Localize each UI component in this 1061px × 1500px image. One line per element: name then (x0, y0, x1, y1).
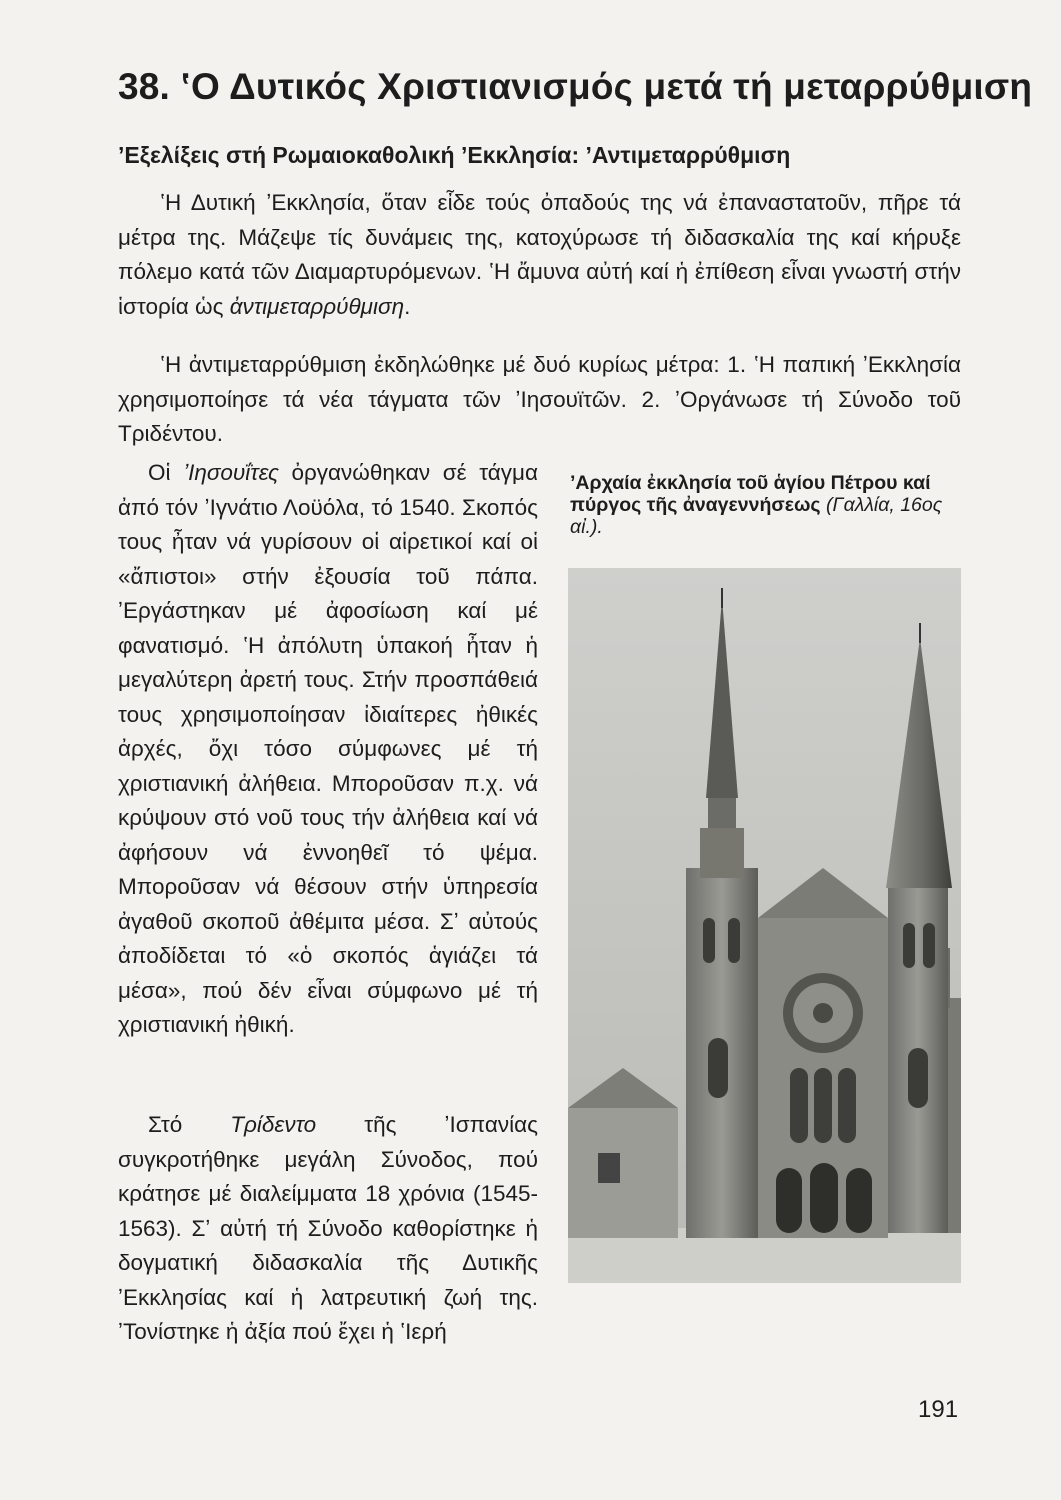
italic-term: ʼΙησουΐτες (183, 460, 279, 485)
section-subtitle: ʼΕξελίξεις στή Ρωμαιοκαθολική ʼΕκκλησία: ʼΑντιμεταρρύθμιση (118, 142, 791, 168)
figure-caption (570, 472, 962, 538)
cathedral-illustration (568, 568, 961, 1283)
caption-location: (Γαλλία, 16ος αἰ.). (570, 494, 943, 538)
paragraph-text: τῆς ʼΙσπανίας συγκροτήθηκε μεγάλη Σύνοδος, πού κράτησε μέ διαλείμματα 18 χρόνια (1545-1563). Σʼ αὐτή τή Σύνοδο καθορίστηκε ἡ δογματική διδασκαλία τῆς Δυτικῆς ʼΕκκλησίας καί ἡ λατρευτική ζωή της. ʼΤονίστηκε ἡ ἀξία πού ἔχει ἡ ʽΙερή (118, 1112, 538, 1344)
page-number: 191 (918, 1396, 959, 1423)
paragraph-start: Οἱ (148, 460, 184, 485)
caption-title: ʼΑρχαία ἐκκλησία τοῦ ἁγίου Πέτρου καί πύργος τῆς ἀναγεννήσεως (570, 472, 931, 516)
italic-term: ἀντιμεταρρύθμιση (229, 293, 405, 319)
trent-paragraph (118, 1108, 538, 1350)
italic-term: Τρίδεντο (230, 1112, 317, 1137)
jesuits-paragraph (118, 456, 538, 1043)
chapter-title: 38. ʽΟ Δυτικός Χριστιανισμός μετά τή μεταρρύθμιση (118, 66, 1033, 107)
paragraph-text: ʽΗ Δυτική ʼΕκκλησία, ὅταν εἶδε τούς ὀπαδούς της νά ἐπαναστατοῦν, πῆρε τά μέτρα της. Μάζεψε τίς δυνάμεις της, κατοχύρωσε τή διδασκαλία της καί κήρυξε πόλεμο κατά τῶν Διαμαρτυρόμενων. ʽΗ ἄμυνα αὐτή καί ἡ ἐπίθεση εἶναι γνωστή στήν ἱστορία ὡς (118, 190, 961, 319)
intro-paragraph-2: ʽΗ ἀντιμεταρρύθμιση ἐκδηλώθηκε μέ δυό κυρίως μέτρα: 1. ʽΗ παπική ʼΕκκλησία χρησιμοποίησε τά νέα τάγματα τῶν ʼΙησουϊτῶν. 2. ʼΟργάνωσε τή Σύνοδο τοῦ Τριδέντου. (118, 352, 961, 446)
cathedral-photo (568, 568, 961, 1283)
paragraph-end: . (404, 293, 411, 319)
intro-paragraph-1 (118, 186, 961, 324)
paragraph-start: Στό (148, 1112, 231, 1137)
paragraph-text: ὀργανώθηκαν σέ τάγμα ἀπό τόν ʼΙγνάτιο Λοϋόλα, τό 1540. Σκοπός τους ἦταν νά γυρίσουν οἱ αἱρετικοί καί οἱ «ἄπιστοι» στήν ἐξουσία τοῦ πάπα. ʼΕργάστηκαν μέ ἀφοσίωση καί μέ φανατισμό. ʽΗ ἀπόλυτη ὑπακοή ἦταν ἡ μεγαλύτερη ἀρετή τους. Στήν προσπάθειά τους χρησιμοποίησαν ἰδιαίτερες ἠθικές ἀρχές, ὄχι τόσο σύμφωνες μέ τή χριστιανική ἀλήθεια. Μποροῦσαν π.χ. νά κρύψουν στό νοῦ τους τήν ἀλήθεια καί νά ἀφήσουν νά ἐννοηθεῖ τό ψέμα. Μποροῦσαν νά θέσουν στήν ὑπηρεσία ἀγαθοῦ σκοποῦ ἀθέμιτα μέσα. Σʼ αὐτούς ἀποδίδεται τό «ὁ σκοπός ἁγιάζει τά μέσα», πού δέν εἶναι σύμφωνο μέ τή χριστιανική ἠθική. (118, 460, 538, 1037)
